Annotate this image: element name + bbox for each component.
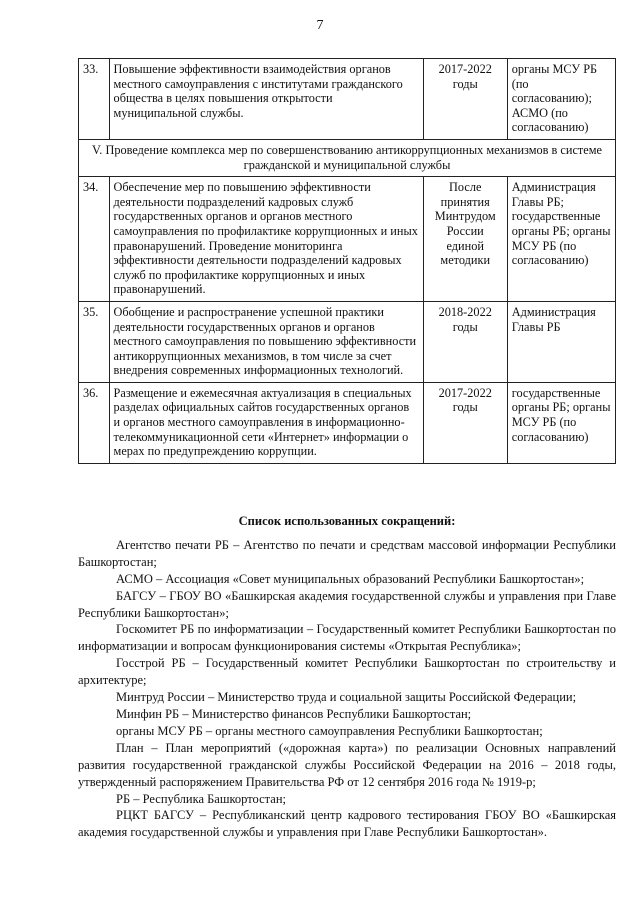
row-number: 35. <box>79 301 110 382</box>
abbreviation-item: Агентство печати РБ – Агентство по печати и средствам массовой информации Республики Башкортостан; <box>78 537 616 569</box>
measure-term: 2018-2022 годы <box>423 301 507 382</box>
abbreviation-item: БАГСУ – ГБОУ ВО «Башкирская академия государственной службы и управления при Главе Республики Башкортостан»; <box>78 588 616 620</box>
measure-text: Повышение эффективности взаимодействия органов местного самоуправления с институтами гражданского общества в целях повышения открытости муниципальной службы. <box>109 59 423 140</box>
measure-text: Обобщение и распространение успешной практики деятельности государственных органов и органов местного самоуправления по повышению эффективности антикоррупционных механизмов, в том числе за счет внедрения современных информационных технологий. <box>109 301 423 382</box>
page-number: 7 <box>316 18 324 33</box>
abbreviation-item: Минтруд России – Министерство труда и социальной защиты Российской Федерации; <box>116 690 577 705</box>
abbreviations-list <box>78 513 616 841</box>
table-row <box>79 382 616 463</box>
measure-text: Обеспечение мер по повышению эффективности деятельности подразделений кадровых служб государственных органов и органов местного самоуправления по профилактике коррупционных и иных правонарушений. Проведение мониторинга эффективности деятельности подразделений кадровых служб по профилактике коррупционных и иных правонарушений. <box>109 177 423 302</box>
abbreviation-item: органы МСУ РБ – органы местного самоуправления Республики Башкортостан; <box>116 723 543 738</box>
measure-responsible: Администрация Главы РБ <box>507 301 615 382</box>
table-row <box>79 301 616 382</box>
abbreviation-item: АСМО – Ассоциация «Совет муниципальных образований Республики Башкортостан»; <box>116 571 585 586</box>
abbreviation-item: Госкомитет РБ по информатизации – Государственный комитет Республики Башкортостан по информатизации и вопросам функционирования системы «Открытая Республика»; <box>78 622 616 654</box>
measure-term: После принятия Минтрудом России единой методики <box>423 177 507 302</box>
abbreviation-item: РЦКТ БАГСУ – Республиканский центр кадрового тестирования ГБОУ ВО «Башкирская академия государственной службы и управления при Главе Республики Башкортостан». <box>78 808 616 840</box>
section-heading: V. Проведение комплекса мер по совершенствованию антикоррупционных механизмов в системе гражданской и муниципальной службы <box>79 139 616 176</box>
measure-responsible: органы МСУ РБ (по согласованию); АСМО (по согласованию) <box>507 59 615 140</box>
measure-responsible: государственные органы РБ; органы МСУ РБ (по согласованию) <box>507 382 615 463</box>
abbreviation-item: Госстрой РБ – Государственный комитет Республики Башкортостан по строительству и архитектуре; <box>78 656 616 688</box>
measure-term: 2017-2022 годы <box>423 59 507 140</box>
row-number: 33. <box>79 59 110 140</box>
table-row <box>79 177 616 302</box>
measure-term: 2017-2022 годы <box>423 382 507 463</box>
abbreviations-title: Список использованных сокращений: <box>238 514 456 528</box>
abbreviation-item: План – План мероприятий («дорожная карта») по реализации Основных направлений развития государственной гражданской службы Российской Федерации на 2016 – 2018 годы, утвержденный распоряжением Правительства РФ от 12 сентября 2016 года № 1919-р; <box>78 740 616 789</box>
abbreviation-item: Минфин РБ – Министерство финансов Республики Башкортостан; <box>116 706 472 721</box>
row-number: 36. <box>79 382 110 463</box>
measures-table <box>78 58 616 464</box>
measure-text: Размещение и ежемесячная актуализация в специальных разделах официальных сайтов государственных органов и органов местного самоуправления в информационно-телекоммуникационной сети «Интернет» информации о мерах по предупреждению коррупции. <box>109 382 423 463</box>
table-row <box>79 59 616 140</box>
abbreviation-item: РБ – Республика Башкортостан; <box>116 791 286 806</box>
measure-responsible: Администрация Главы РБ; государственные органы РБ; органы МСУ РБ (по согласованию) <box>507 177 615 302</box>
row-number: 34. <box>79 177 110 302</box>
section-row <box>79 139 616 176</box>
